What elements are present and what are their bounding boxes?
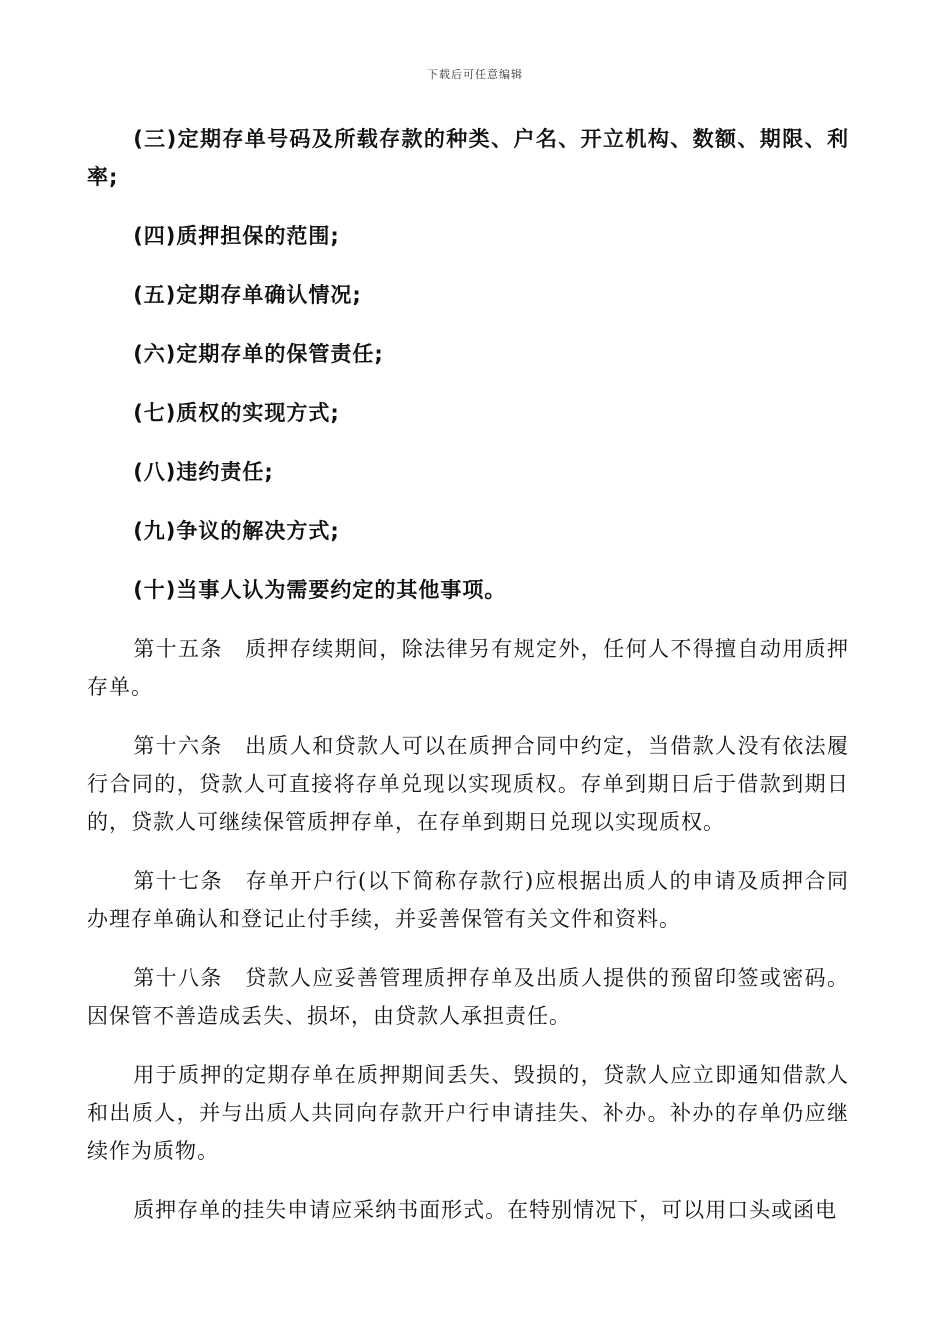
article-16: 第十六条 出质人和贷款人可以在质押合同中约定，当借款人没有依法履行合同的，贷款人可直接将存单兑现以实现质权。存单到期日后于借款到期日的，贷款人可继续保管质押存单，在存单到期日兑现以实现质权。 bbox=[87, 734, 849, 834]
clause-item-8: (八)违约责任; bbox=[133, 460, 274, 484]
paragraph-loss-report: 质押存单的挂失申请应采纳书面形式。在特别情况下，可以用口头或函电 bbox=[133, 1198, 838, 1222]
paragraph-lost-deposit: 用于质押的定期存单在质押期间丢失、毁损的，贷款人应立即通知借款人和出质人，并与出质人共同向存款开户行申请挂失、补办。补办的存单仍应继续作为质物。 bbox=[87, 1063, 849, 1163]
article-18: 第十八条 贷款人应妥善管理质押存单及出质人提供的预留印签或密码。因保管不善造成丢失、损坏，由贷款人承担责任。 bbox=[87, 966, 849, 1028]
clause-item-6: (六)定期存单的保管责任; bbox=[133, 342, 384, 366]
clause-item-7: (七)质权的实现方式; bbox=[133, 401, 340, 425]
clause-item-5: (五)定期存单确认情况; bbox=[133, 283, 362, 307]
clause-item-3: (三)定期存单号码及所载存款的种类、户名、开立机构、数额、期限、利率; bbox=[87, 127, 849, 189]
article-15: 第十五条 质押存续期间，除法律另有规定外，任何人不得擅自动用质押存单。 bbox=[87, 637, 849, 699]
clause-item-4: (四)质押担保的范围; bbox=[133, 224, 340, 248]
clause-item-10: (十)当事人认为需要约定的其他事项。 bbox=[133, 578, 507, 602]
header-note: 下载后可任意编辑 bbox=[427, 68, 523, 81]
article-17: 第十七条 存单开户行(以下简称存款行)应根据出质人的申请及质押合同办理存单确认和登记止付手续，并妥善保管有关文件和资料。 bbox=[87, 869, 849, 931]
clause-item-9: (九)争议的解决方式; bbox=[133, 519, 340, 543]
document-body bbox=[87, 120, 849, 1250]
